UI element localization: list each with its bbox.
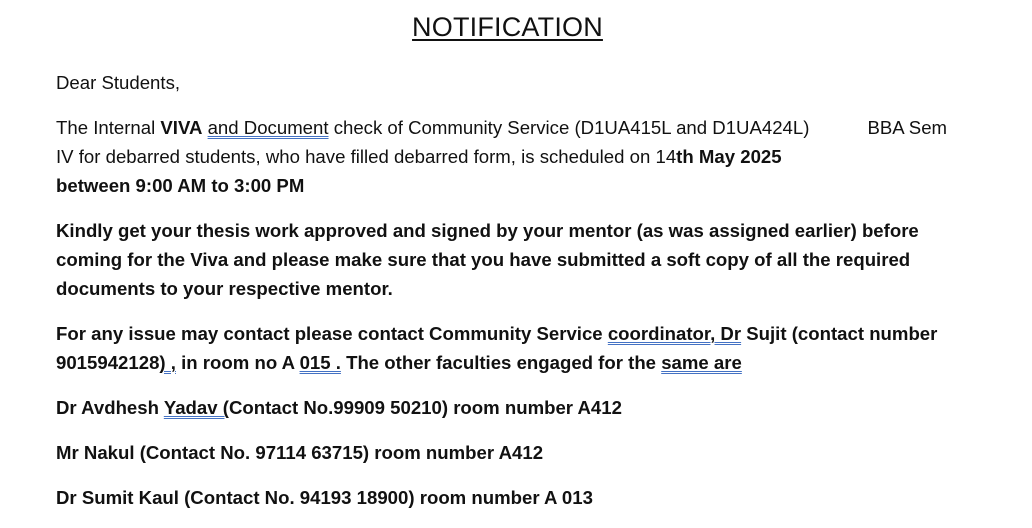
para3-text-2: Sujit (contact number 9015942128	[56, 323, 938, 373]
faculty1-name: Yadav (	[163, 397, 229, 418]
para3-text-1: For any issue may contact please contact Community Service	[56, 323, 608, 344]
paragraph-instructions: Kindly get your thesis work approved and signed by your mentor (as was assigned earlier) before coming for the Viva and please make sure that you have submitted a soft copy of all the required documents to your respective mentor.	[56, 220, 919, 299]
para3-text-3: in room no A	[175, 352, 300, 373]
para1-and-document: and Document	[207, 117, 329, 138]
para1-text-1: The Internal	[56, 117, 161, 138]
document-body	[56, 68, 966, 528]
faculty1-text-1: Dr Avdhesh	[56, 397, 164, 418]
para1-text-4: Sem IV for debarred students, who have filled debarred form, is scheduled on 14	[56, 117, 948, 167]
para3-paren: ) ,	[159, 352, 176, 373]
faculty-line-1	[56, 393, 966, 422]
para1-viva: VIVA	[160, 117, 203, 138]
faculty1-text-2: Contact No.99909 50210) room number A412	[228, 397, 622, 418]
greeting: Dear Students,	[56, 72, 181, 93]
para3-same-are: same are	[661, 352, 742, 373]
faculty-line-3: Dr Sumit Kaul (Contact No. 94193 18900) room number A 013	[56, 487, 593, 508]
faculty-line-2: Mr Nakul (Contact No. 97114 63715) room number A412	[56, 442, 544, 463]
para3-text-4: The other faculties engaged for the	[340, 352, 662, 373]
para1-text-3: check of Community Service (D1UA415L and D1UA424L)	[328, 117, 810, 138]
paragraph-viva-schedule	[56, 113, 966, 200]
para1-bba: BBA	[867, 117, 904, 138]
notification-title: NOTIFICATION	[412, 12, 603, 42]
para3-room: 015 .	[299, 352, 341, 373]
para1-time: between 9:00 AM to 3:00 PM	[56, 175, 305, 196]
para1-date: th May 2025	[676, 146, 782, 167]
paragraph-contact	[56, 319, 966, 377]
para3-coordinator: coordinator, Dr	[607, 323, 742, 344]
